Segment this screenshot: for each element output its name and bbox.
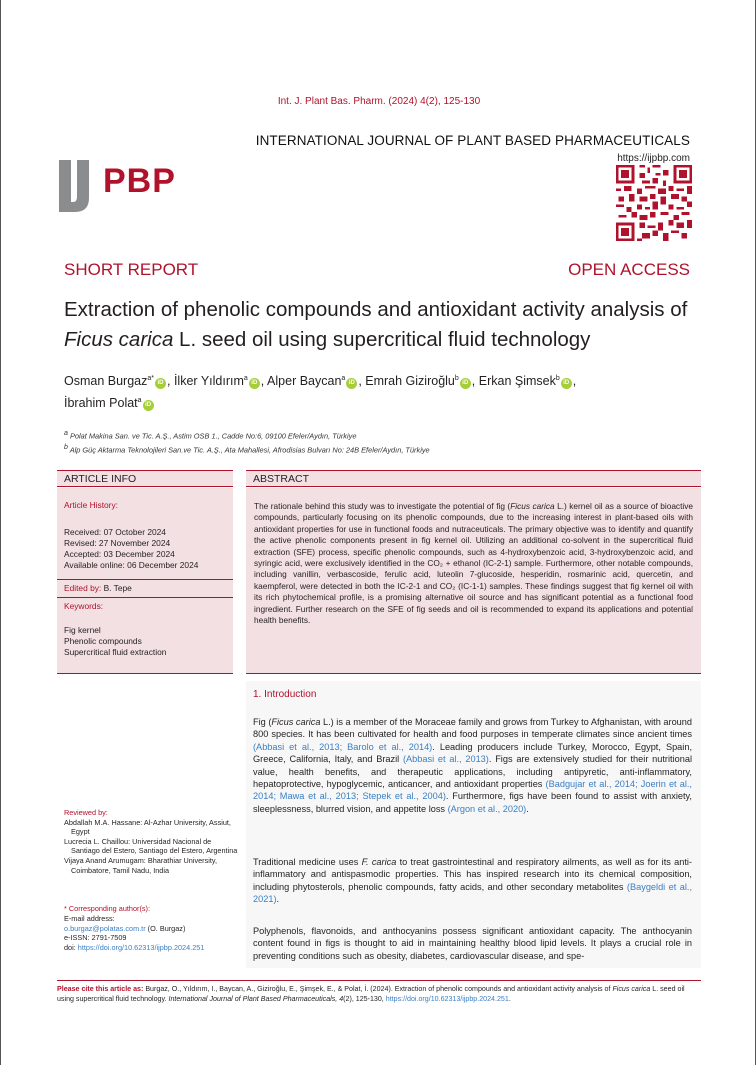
doi-label: doi: — [64, 943, 78, 953]
text: . — [276, 894, 280, 905]
author-affiliation: b — [454, 375, 459, 382]
species: Ficus carica — [612, 985, 651, 993]
author-affiliation: b — [555, 375, 560, 382]
title-line-2-rest: L. seed oil using supercritical fluid technology — [173, 328, 591, 351]
orcid-icon[interactable]: iD — [460, 378, 471, 389]
intro-paragraph-3: Polyphenols, flavonoids, and anthocyanins possess significant antioxidant capacity. The anthocyanin content found in figs is thought to aid in maintaining healthy blood lipid levels. It plays a crucial role in preventing conditions such as obesity, diabetes, cardiovascular disease, and spe- — [253, 926, 692, 961]
online-date: Available online: 06 December 2024 — [64, 560, 199, 570]
affiliations — [64, 428, 694, 456]
reviewer: Vijaya Anand Arumugam: Bharathiar University, Coimbatore, Tamil Nadu, India — [64, 855, 218, 875]
article-title — [64, 295, 694, 355]
species: F. carica — [361, 857, 397, 867]
eissn: e-ISSN: 2791-7509 — [64, 933, 127, 943]
abstract-text — [246, 488, 701, 674]
intro-paragraph-2 — [253, 856, 692, 906]
keywords-heading: Keywords: — [64, 601, 104, 611]
correspondence-block — [64, 904, 240, 953]
article-type-label: SHORT REPORT — [64, 260, 199, 279]
citation-link[interactable]: (Abbasi et al., 2013; Barolo et al., 2014) — [253, 741, 433, 752]
citation-link[interactable]: (Abbasi et al., 2013) — [402, 754, 489, 765]
article-info-heading: ARTICLE INFO — [57, 470, 233, 487]
text: to treat gastrointestinal and respiratory ailments, as well as for its anti-inflammatory and antispasmodic properties. This has inspired research into its chemical composition, including phytosterols, phenolic compounds, fatty acids, and other secondary metabolites — [253, 857, 692, 892]
author-list: Osman Burgaz$^{a*}$iD , İlker Yıldırım$^a$iD , Alper Baycan$^a$iD , Emrah Giziroğlu$^b$iD , Erkan Şimsek$^b$iD , İbrahim Polat$^a$iD — [64, 374, 577, 411]
section-heading: 1. Introduction — [253, 689, 317, 700]
text: . — [508, 994, 511, 1003]
journal-logo — [59, 158, 219, 214]
edited-label: Edited by: — [64, 583, 102, 593]
accepted-date: Accepted: 03 December 2024 — [64, 549, 175, 559]
author: İlker Yıldırım — [173, 374, 244, 389]
orcid-icon[interactable]: iD — [561, 378, 572, 389]
qr-code-icon — [616, 165, 692, 241]
author: Erkan Şimsek — [478, 374, 556, 389]
cite-as-footer — [57, 980, 701, 1005]
reviewers-block — [64, 808, 240, 875]
logo-text: PBP — [103, 162, 176, 200]
affiliation-mark: a — [64, 430, 68, 437]
keyword: Phenolic compounds — [64, 636, 142, 646]
author: Alper Baycan — [267, 374, 342, 389]
email-owner: (O. Burgaz) — [145, 923, 186, 933]
text: L. seed oil using supercritical fluid technology. — [57, 985, 685, 1003]
author-affiliation: a — [137, 397, 142, 405]
journal-name: INTERNATIONAL JOURNAL OF PLANT BASED PHARMACEUTICALS — [255, 133, 690, 148]
corresponding-label: * Corresponding author(s): — [64, 904, 150, 913]
reviewer: Lucrecia L. Chaillou: Universidad Nacional de Santiago del Estero, Santiago del Estero, Argentina — [64, 836, 238, 856]
journal-url[interactable]: https://ijpbp.com — [617, 153, 690, 164]
affiliation-text: Polat Makina San. ve Tic. A.Ş., Astim OSB 1., Cadde No:6, 09100 Efeler/Aydın, Türkiye — [69, 431, 357, 441]
citation-link[interactable]: (Badgujar et al., 2014; Joerin et al., 2014; Mawa et al., 2013; Stepek et al., 2004) — [253, 779, 692, 802]
text: . Furthermore, figs have been found to assist with anxiety, sleeplessness, blurred vision, and appetite loss — [253, 791, 692, 814]
abstract-species: Ficus carica — [510, 501, 555, 511]
abstract-heading: ABSTRACT — [246, 470, 701, 487]
title-species: Ficus carica — [64, 328, 174, 351]
text: . — [526, 803, 529, 814]
email-label: E-mail address: — [64, 913, 115, 923]
email-row — [64, 924, 240, 934]
abstract-part: L.) kernel oil as a source of bioactive compounds, particularly focusing on its phenolic compounds, due to the increasing interest in plant-based oils with antioxidant properties for use in functional foods and nutraceuticals. The primary objective was to identify and quantify the active phenolic components present in fig kernel oil. Utilizing an additional co-solvent in the supercritical fluid extraction (SFE) process, specific phenolic compounds, such as 4-hydroxybenzoic acid, 3-hydroxybenzoic acid, and syringic acid, were exclusively identified in the CO₂ + ethanol (IC-2-1) sample. Furthermore, other notable compounds, including vanillin, verbascoside, ferulic acid, luteolin 7-glucoside, hesperidin, rosmarinic acid, quercetin, and kaempferol, were detected in both the IC-2-1 and CO₂ (IC-1-1) samples. These findings suggest that fig kernel oil with its rich phytochemical profile, is a promising alternative oil source and has significant potential as a functional food ingredient. Further research on the SFE of fig seeds and oil is recommended to expand its applications and potential health benefits. — [254, 501, 693, 626]
author-affiliation: a — [341, 375, 346, 382]
affiliation-mark: b — [64, 443, 68, 451]
affiliation-a — [64, 428, 694, 442]
editor-name: B. Tepe — [103, 583, 132, 593]
affiliation-b — [64, 442, 694, 456]
intro-paragraph-1 — [253, 716, 692, 815]
author: Emrah Giziroğlu — [365, 374, 455, 389]
author-affiliation: a — [243, 375, 248, 382]
doi-link[interactable]: https://doi.org/10.62313/ijpbp.2024.251 — [77, 943, 205, 953]
running-citation: Int. J. Plant Bas. Pharm. (2024) 4(2), 125-130 — [277, 96, 481, 107]
doi-row — [64, 943, 240, 953]
orcid-icon[interactable]: iD — [346, 378, 357, 389]
citation-link[interactable]: (Argon et al., 2020) — [447, 803, 527, 814]
text: Fig ( — [253, 717, 272, 727]
text: . Figs are extensively studied for their nutritional value, health benefits, and therapeutic applications, including antipyretic, anti-inflammatory, hepatoprotective, hypoglycemic, anticancer, and antioxidant properties — [253, 754, 692, 790]
text: (2), 125-130, — [343, 994, 386, 1003]
abstract-part: The rationale behind this study was to investigate the potential of fig ( — [254, 501, 511, 511]
text: . Leading producers include Turkey, Morocco, Egypt, Spain, Greece, California, Italy, and Brazil — [253, 741, 692, 765]
text: Traditional medicine uses — [253, 857, 362, 867]
received-date: Received: 07 October 2024 — [64, 527, 166, 537]
keyword: Fig kernel — [64, 625, 101, 635]
editor-row — [57, 579, 233, 594]
citation-link[interactable]: (Baygeldi et al., 2021) — [253, 881, 692, 905]
author: Osman Burgaz — [64, 374, 148, 389]
revised-date: Revised: 27 November 2024 — [64, 538, 171, 548]
orcid-icon[interactable]: iD — [143, 400, 154, 411]
title-line-1: Extraction of phenolic compounds and antioxidant activity analysis of — [64, 298, 688, 321]
affiliation-text: Alp Güç Aktarma Teknolojileri San.ve Tic. A.Ş., Ata Mahallesi, Afrodisias Bulvarı No: 24B Efeler/Aydın, Türkiye — [69, 445, 430, 455]
open-access-label: OPEN ACCESS — [568, 260, 690, 279]
orcid-icon[interactable]: iD — [155, 378, 166, 389]
email-link[interactable]: o.burgaz@polatas.com.tr — [64, 923, 146, 933]
footer-doi-link[interactable]: https://doi.org/10.62313/ijpbp.2024.251 — [385, 994, 509, 1003]
history-label: Article History: — [64, 500, 118, 510]
text: L.) is a member of the Moraceae family and grows from Turkey to Afghanistan, with around 800 species. It has been cultivated for health and food purposes in temperate climates since ancient times — [253, 717, 693, 740]
species: Ficus carica — [271, 717, 321, 727]
orcid-icon[interactable]: iD — [249, 378, 260, 389]
keywords-label — [57, 597, 233, 612]
title-line-2 — [64, 325, 694, 355]
reviewer: Abdallah M.A. Hassane: Al-Azhar University, Assiut, Egypt — [64, 817, 231, 837]
article-info-box — [57, 488, 233, 674]
author-affiliation: a* — [147, 375, 154, 382]
text: Burgaz, O., Yıldırım, I., Baycan, A., Giziroğlu, E., Şimşek, E., & Polat, İ. (2024). Extraction of phenolic compounds and antioxidant activity analysis of — [143, 985, 613, 993]
author: İbrahim Polat — [64, 396, 138, 411]
footer-lead: Please cite this article as: — [57, 985, 144, 993]
journal-italic: International Journal of Plant Based Pharmaceuticals, 4 — [168, 994, 344, 1003]
keyword: Supercritical fluid extraction — [64, 647, 167, 657]
reviewers-label: Reviewed by: — [64, 808, 108, 817]
